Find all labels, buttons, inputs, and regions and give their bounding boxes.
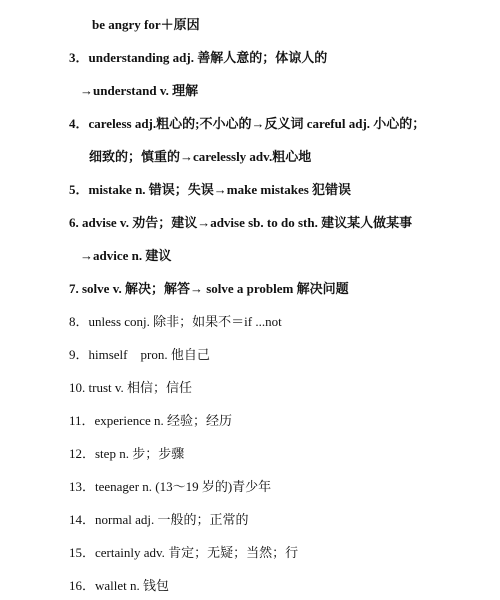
vocab-line: 11．experience n. 经验；经历 — [69, 413, 233, 428]
vocab-line: 14．normal adj. 一般的；正常的 — [69, 512, 249, 527]
vocab-line: 8．unless conj. 除非；如果不＝if ...not — [69, 314, 282, 329]
vocab-line: 7. solve v. 解决；解答→ solve a problem 解决问题 — [69, 281, 349, 296]
vocab-line: 10. trust v. 相信；信任 — [69, 380, 193, 395]
vocab-line: 9．himself pron. 他自己 — [69, 347, 210, 362]
vocab-line: 细致的；慎重的→carelessly adv.粗心地 — [89, 149, 312, 164]
vocab-line: 6. advise v. 劝告；建议→advise sb. to do sth. 建议某人做某事 — [69, 215, 413, 230]
vocab-line: 3．understanding adj. 善解人意的；体谅人的 — [69, 50, 328, 65]
vocab-line: 5．mistake n. 错误；失误→make mistakes 犯错误 — [69, 182, 352, 197]
vocab-line: 16．wallet n. 钱包 — [69, 578, 170, 593]
vocab-line: →understand v. 理解 — [80, 83, 199, 98]
vocab-line: 4．careless adj.粗心的;不小心的→反义词 careful adj. 小心的； — [69, 116, 426, 131]
vocab-line: →advice n. 建议 — [80, 248, 172, 263]
vocab-line: 12．step n. 步；步骤 — [69, 446, 185, 461]
vocab-line: 13．teenager n. (13～19 岁的)青少年 — [69, 479, 272, 494]
vocab-line: 15．certainly adv. 肯定；无疑；当然；行 — [69, 545, 299, 560]
vocab-line: be angry for＋原因 — [92, 17, 200, 32]
